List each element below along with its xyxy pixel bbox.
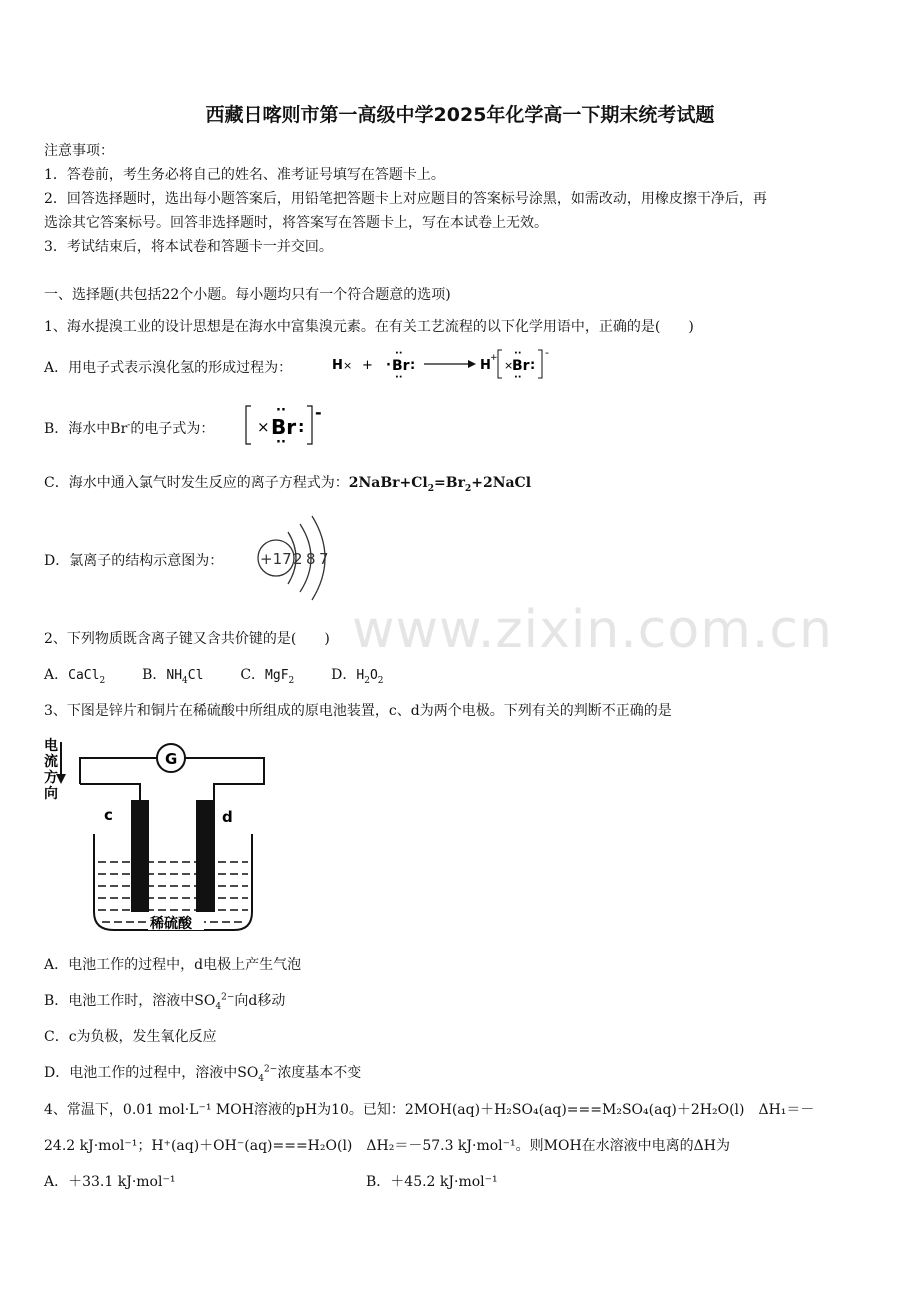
q2-option-c: C．MgF$_2$ xyxy=(240,667,295,686)
h-ion-charge: + xyxy=(490,353,498,363)
q3-option-c: C．c为负极，发生氧化反应 xyxy=(44,1029,217,1045)
q4-option-a: A．＋33.1 kJ·mol⁻¹ xyxy=(44,1174,176,1190)
notice-item-2-cont: 选涂其它答案标号。回答非选择题时，将答案写在答题卡上，写在本试卷上无效。 xyxy=(44,215,548,231)
q1-stem: 1、海水提溴工业的设计思想是在海水中富集溴元素。在有关工艺流程的以下化学用语中，正确的是( ) xyxy=(44,319,694,335)
h-electron-mark: × xyxy=(343,359,353,372)
charge-sign: - xyxy=(315,403,322,422)
page-title: 西藏日喀则市第一高级中学2025年化学高一下期末统考试题 xyxy=(205,104,715,126)
q1-option-c: C．海水中通入氯气时发生反应的离子方程式为：$2NaBr+Cl_2=Br_2+2NaCl$ xyxy=(44,475,532,494)
current-label-3: 方 xyxy=(44,770,58,786)
q2-stem: 2、下列物质既含离子键又含共价键的是( ) xyxy=(44,631,330,647)
galvanometer-label: G xyxy=(165,750,178,768)
electrode-c-label: c xyxy=(104,806,113,824)
q2-option-a: A．CaCl$_2$ xyxy=(44,667,106,686)
section-heading: 一、选择题(共包括22个小题。每小题均只有一个符合题意的选项) xyxy=(44,287,451,303)
q1-option-b: B．海水中Br-的电子式为： xyxy=(44,420,215,437)
svg-text::: : xyxy=(298,417,305,436)
svg-text:··: ·· xyxy=(514,372,522,382)
bromide-symbol: Br xyxy=(512,358,530,374)
q4-option-b: B．＋45.2 kJ·mol⁻¹ xyxy=(366,1174,498,1190)
q1-option-a-label: A．用电子式表示溴化氢的形成过程为： xyxy=(44,360,293,376)
svg-text:×: × xyxy=(504,359,514,372)
watermark: www.zixin.com.cn xyxy=(352,600,833,660)
svg-text:··: ·· xyxy=(276,435,286,448)
shell-2-count: 8 xyxy=(306,550,316,568)
chloride-structure-diagram xyxy=(256,510,340,610)
br-atom-dot-left: · xyxy=(386,358,391,373)
notice-item-2: 2．回答选择题时，选出每小题答案后，用铅笔把答题卡上对应题目的答案标号涂黑，如需改动，用橡皮擦干净后，再 xyxy=(44,191,767,207)
q3-option-a: A．电池工作的过程中，d电极上产生气泡 xyxy=(44,957,302,973)
q4-stem-line-1: 4、常温下，0.01 mol·L⁻¹ MOH溶液的pH为10。已知：2MOH(aq)＋H₂SO₄(aq)===M₂SO₄(aq)＋2H₂O(l) ΔH₁＝－ xyxy=(44,1102,815,1118)
h-atom-symbol: H xyxy=(332,358,343,373)
svg-text:··: ·· xyxy=(395,348,403,359)
br-atom-symbol: Br xyxy=(392,358,410,374)
electrode-d-label: d xyxy=(222,808,233,826)
reaction-arrow-icon xyxy=(468,360,476,368)
current-label-2: 流 xyxy=(44,754,58,770)
notice-item-3: 3．考试结束后，将本试卷和答题卡一并交回。 xyxy=(44,239,333,255)
q4-stem-line-2: 24.2 kJ·mol⁻¹；H⁺(aq)＋OH⁻(aq)===H₂O(l) ΔH₂＝－57.3 kJ·mol⁻¹。则MOH在水溶液中电离的ΔH为 xyxy=(44,1138,731,1154)
plus-sign: + xyxy=(362,358,373,373)
galvanic-cell-diagram xyxy=(44,734,274,940)
current-label-1: 电 xyxy=(44,738,58,754)
notice-heading: 注意事项： xyxy=(44,143,114,159)
current-label-4: 向 xyxy=(44,786,58,802)
ionic-equation: $2NaBr+Cl_2=Br_2+2NaCl$ xyxy=(348,475,532,494)
hbr-formation-diagram xyxy=(330,346,560,382)
q2-options xyxy=(44,664,384,686)
svg-text::: : xyxy=(410,358,416,373)
h-ion-symbol: H xyxy=(480,358,491,373)
svg-text:··: ·· xyxy=(514,348,522,359)
solution-label: 稀硫酸 xyxy=(150,916,192,932)
q1-option-a xyxy=(44,357,292,377)
q2-option-d: D．$H_2O_2$ xyxy=(331,667,384,686)
shell-1-count: 2 xyxy=(293,550,303,568)
br-symbol: Br xyxy=(271,415,297,439)
electrode-d xyxy=(196,800,215,912)
shell-3-count: 7 xyxy=(319,550,329,568)
bromide-electron-formula xyxy=(243,402,333,448)
svg-text::: : xyxy=(530,358,536,373)
notice-item-1: 1．答卷前，考生务必将自己的姓名、准考证号填写在答题卡上。 xyxy=(44,167,445,183)
svg-text:··: ·· xyxy=(395,372,403,382)
q1-option-b-label: B．海水中Br xyxy=(44,421,128,437)
q3-stem: 3、下图是锌片和铜片在稀硫酸中所组成的原电池装置，c、d为两个电极。下列有关的判断不正确的是 xyxy=(44,703,672,719)
q3-option-d: D．电池工作的过程中，溶液中$SO_4^{2-}$浓度基本不变 xyxy=(44,1064,362,1084)
electrode-c xyxy=(131,800,149,912)
svg-text:×: × xyxy=(257,418,270,436)
nucleus-charge: +17 xyxy=(260,550,292,568)
q1-option-d: D．氯离子的结构示意图为： xyxy=(44,553,224,569)
svg-text:··: ·· xyxy=(276,403,286,418)
q2-option-b: B．$NH_4Cl$ xyxy=(142,667,204,686)
q3-option-b: B．电池工作时，溶液中$SO_4^{2-}$向d移动 xyxy=(44,992,286,1012)
bromide-charge: - xyxy=(545,346,549,359)
